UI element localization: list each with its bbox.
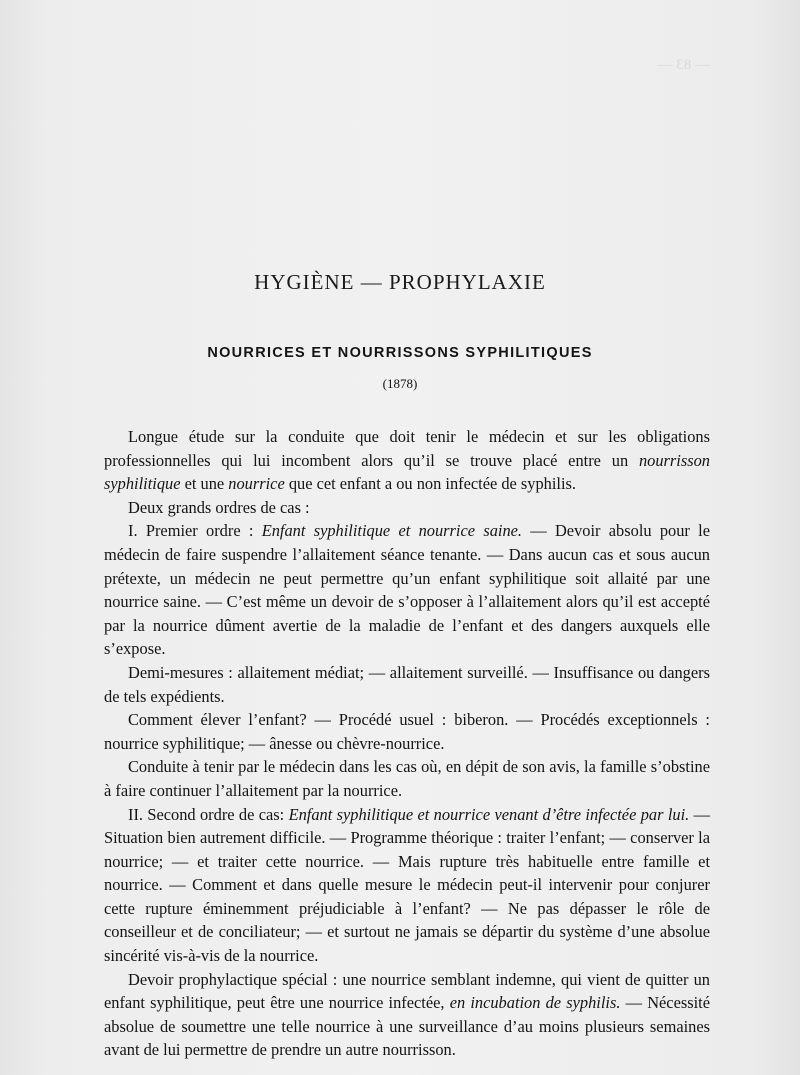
text-run: Demi-mesures : allaitement médiat; — allaitement surveillé. — Insuffisance ou dangers de tels expédients. [104,662,710,706]
italic-run: Enfant syphilitique et nourrice saine. [261,521,523,541]
article-body [104,425,710,1062]
text-run: Devoir prophylactique spécial : une nourrice semblant indemne, qui vient de quitter un enfant syphilitique, peut être une nourrice infectée, [104,969,710,1013]
paragraph [104,496,710,520]
italic-run: nourrice [228,474,285,494]
paragraph [104,708,710,755]
text-run: — Nécessité absolue de soumettre une telle nourrice à une surveillance d’au moins plusieurs semaines avant de lui permettre de prendre un autre nourrisson. [104,993,710,1060]
text-run: — Situation bien autrement difficile. — Programme théorique : traiter l’enfant; — conserver la nourrice; — et traiter cette nourrice. — Mais rupture très habituelle entre famille et nourrice. — Comment et dans quelle mesure le médecin peut-il intervenir pour conjurer cette rupture éminemment préjudiciable à l’enfant? — Ne pas dépasser le rôle de conseilleur et de conciliateur; — et surtout ne jamais se départir du système d’une absolue sincérité vis-à-vis de la nourrice. [104,804,710,966]
text-run: Comment élever l’enfant? — Procédé usuel : biberon. — Procédés exceptionnels : nourrice syphilitique; — ânesse ou chèvre-nourrice. [104,710,710,753]
italic-run: nourrisson syphilitique [104,450,710,494]
paragraph [104,519,710,661]
paragraph [104,661,710,708]
text-run: I. Premier ordre : [128,521,262,541]
paragraph [104,803,710,968]
italic-run: en incubation de syphilis. [449,993,621,1013]
italic-run: Enfant syphilitique et nourrice venant d’être infectée par lui. [288,804,690,824]
text-run: et une [180,474,229,494]
text-run: Deux grands ordres de cas : [128,497,310,517]
paragraph [104,755,710,802]
bleed-page-number: — 83 — [657,57,710,73]
article-year: (1878) [382,376,418,391]
text-run: II. Second ordre de cas: [128,804,289,824]
text-run: Longue étude sur la conduite que doit tenir le médecin et sur les obligations professionnelles qui lui incombent alors qu’il se trouve placé entre un [104,427,710,470]
text-run: Conduite à tenir par le médecin dans les cas où, en dépit de son avis, la famille s’obstine à faire continuer l’allaitement par la nourrice. [104,757,710,800]
text-run: — Devoir absolu pour le médecin de faire suspendre l’allaitement séance tenante. — Dans aucun cas et sous aucun prétexte, un médecin ne peut permettre qu’un enfant syphilitique soit allaité par une nourrice saine. — C’est même un devoir de s’opposer à l’allaitement alors qu’il est accepté par la nourrice dûment avertie de la maladie de l’enfant et des dangers auxquels elle s’expose. [104,521,711,659]
paragraph [104,425,710,496]
section-heading: HYGIÈNE — PROPHYLAXIE [254,270,546,294]
text-run: que cet enfant a ou non infectée de syphilis. [284,474,577,494]
article-title: NOURRICES ET NOURRISSONS SYPHILITIQUES [207,345,593,361]
paragraph [104,968,710,1062]
